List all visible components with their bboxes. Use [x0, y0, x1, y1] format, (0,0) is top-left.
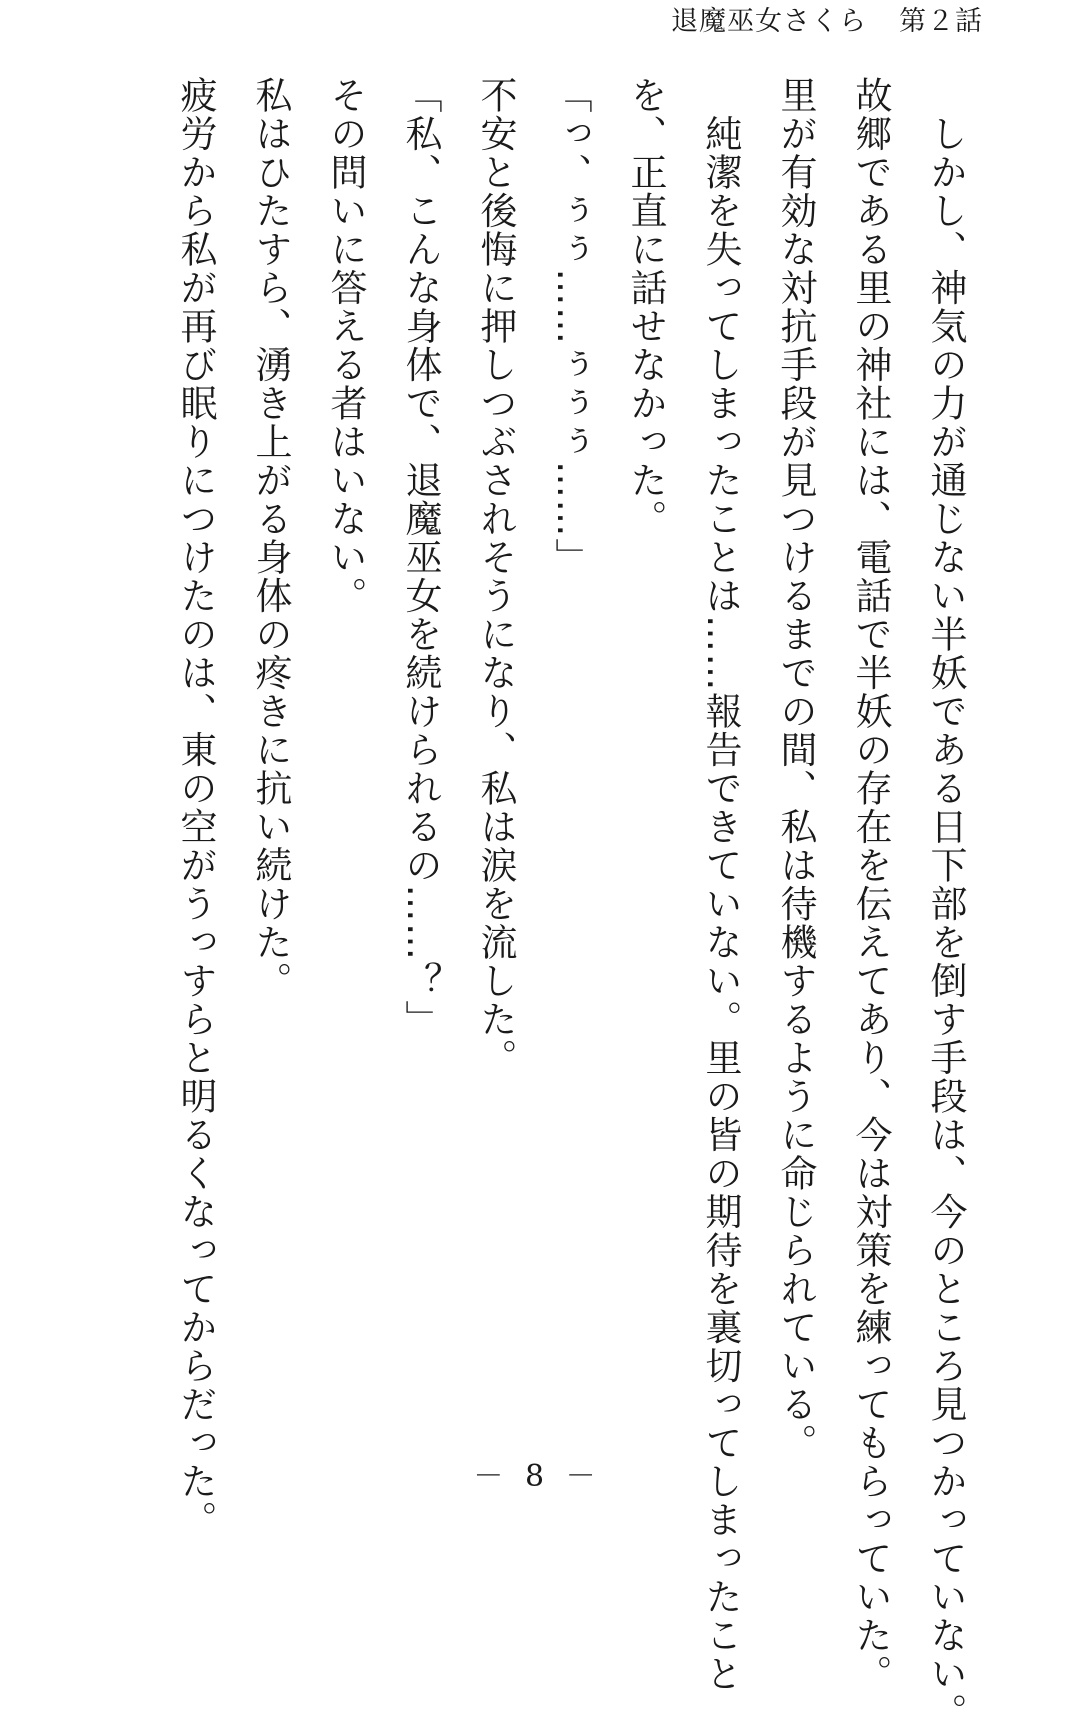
text-line: 故郷である里の神社には、電話で半妖の存在を伝えてあり、今は対策を練ってもらっていた。	[849, 76, 892, 1693]
vertical-body-text	[158, 76, 983, 1732]
dialogue-line: 「私、こんな身体で、退魔巫女を続けられるの……？」	[399, 76, 442, 1039]
text-line: 疲労から私が再び眠りにつけたのは、東の空がうっすらと明るくなってからだった。	[174, 76, 217, 1539]
text-line: を、正直に話せなかった。	[624, 76, 667, 538]
text-line: 不安と後悔に押しつぶされそうになり、私は涙を流した。	[474, 76, 517, 1077]
page-header	[671, 8, 983, 35]
chapter-label: 第２話	[899, 6, 983, 37]
text-line: 私はひたすら、湧き上がる身体の疼きに抗い続けた。	[249, 76, 292, 1000]
page-number: － 8 －	[473, 1459, 602, 1494]
book-title: 退魔巫女さくら	[671, 6, 867, 37]
text-line: 純潔を失ってしまったことは……報告できていない。里の皆の期待を裏切ってしまったこと	[699, 76, 742, 1693]
text-line: その問いに答える者はいない。	[324, 76, 367, 615]
text-line: 里が有効な対抗手段が見つけるまでの間、私は待機するように命じられている。	[774, 76, 817, 1462]
dialogue-line: 「っ、ぅぅ……ぅぅぅ……」	[549, 76, 592, 577]
text-line: しかし、神気の力が通じない半妖である日下部を倒す手段は、今のところ見つかっていない。	[924, 76, 967, 1732]
